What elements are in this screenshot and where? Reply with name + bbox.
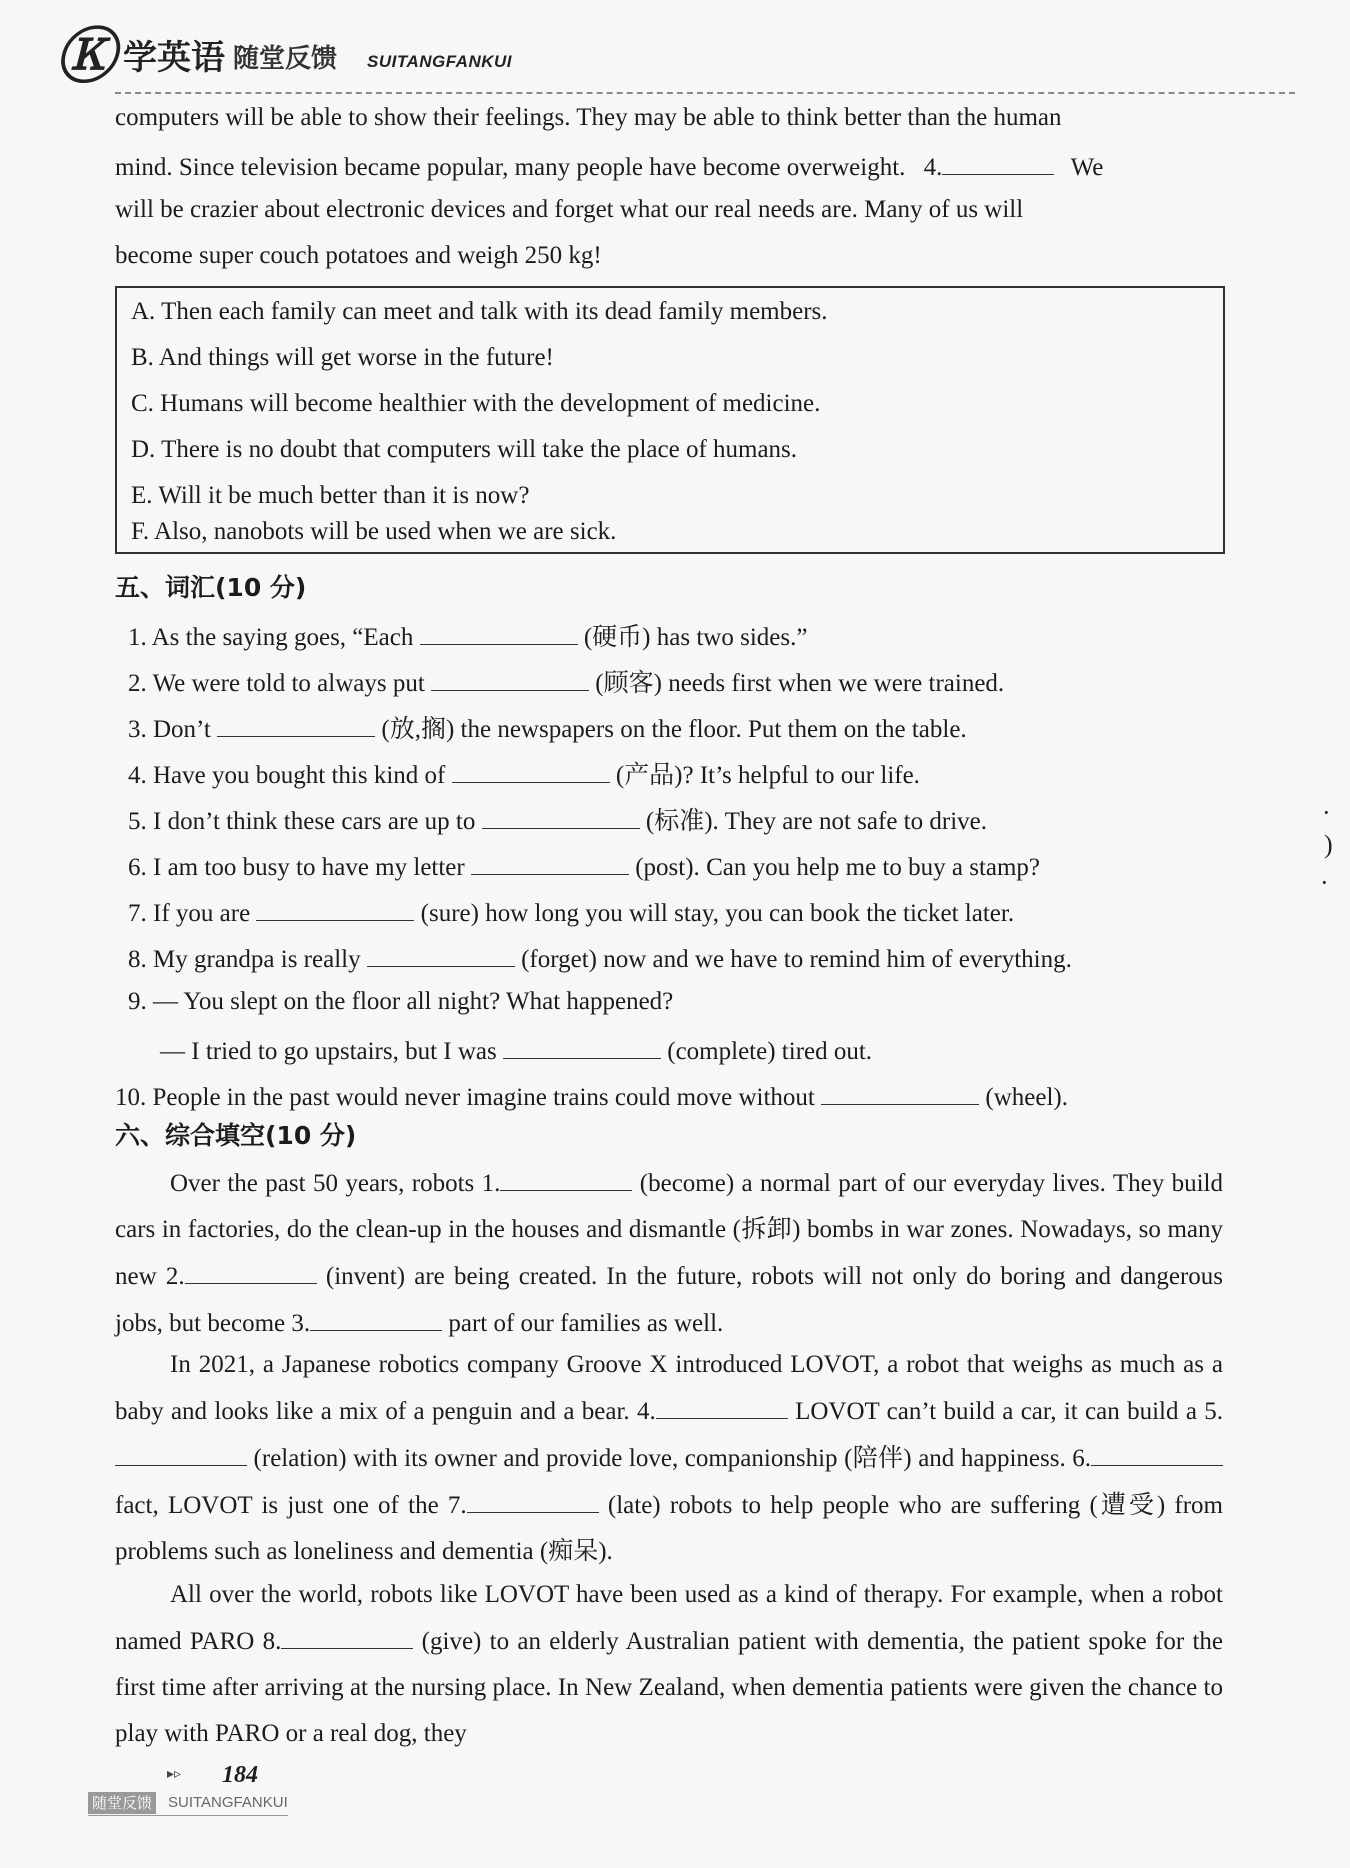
item-hint: (wheel).: [985, 1084, 1068, 1111]
passage-line-4: become super couch potatoes and weigh 250 kg!: [115, 242, 602, 269]
cloze-paragraph-1: [115, 1160, 1223, 1347]
item-number: 2.: [128, 670, 147, 697]
vocab-item-1: [128, 614, 807, 658]
vocab-item-9-question: [128, 982, 673, 1022]
answer-blank[interactable]: [471, 844, 629, 875]
item-number: 4.: [128, 762, 147, 789]
item-text: If you are: [153, 900, 251, 927]
item-text: — You slept on the floor all night? What happened?: [153, 988, 674, 1015]
vocab-item-6: [128, 844, 1040, 888]
cloze-text: (become) a normal part of our everyday lives. They build cars in factories, do the clean-up in the houses and dismantle (拆卸) bombs in war zones. Nowadays, so many new: [115, 1170, 1223, 1290]
item-hint: (sure): [420, 900, 479, 927]
item-text: My grandpa is really: [153, 946, 361, 973]
cloze-text: LOVOT can’t build a car, it can build a: [787, 1398, 1205, 1425]
cloze-blank-number: 3.: [291, 1310, 311, 1337]
cloze-text: fact, LOVOT is just one of the: [115, 1492, 448, 1519]
cloze-text: In 2021, a Japanese robotics company Groove X introduced LOVOT, a robot that weighs as much as a baby and looks like a mix of a penguin and a bear.: [115, 1351, 1223, 1425]
item-text-after: It’s helpful to our life.: [699, 762, 920, 789]
vocab-item-5: [128, 798, 987, 842]
item-text-after: how long you will stay, you can book the ticket later.: [485, 900, 1015, 927]
cloze-answer-blank[interactable]: [1091, 1435, 1223, 1466]
item-text: Don’t: [153, 716, 211, 743]
item-hint: (post).: [635, 854, 700, 881]
option-a: A. Then each family can meet and talk with its dead family members.: [131, 298, 828, 325]
passage-line-1: computers will be able to show their feelings. They may be able to think better than the human: [115, 104, 1062, 131]
item-number: 1.: [128, 624, 147, 651]
item-text: We were told to always put: [152, 670, 425, 697]
book-subtitle-cn: 随堂反馈: [233, 44, 338, 74]
page-number: 184: [222, 1762, 258, 1788]
item-text-after: now and we have to remind him of everything.: [603, 946, 1072, 973]
item-number: 7.: [128, 900, 147, 927]
section-6-title: 六、综合填空(10 分): [115, 1121, 357, 1150]
footer-tag-en: SUITANGFANKUI: [168, 1794, 288, 1811]
option-b: B. And things will get worse in the future!: [131, 344, 554, 371]
item-text-after: tired out.: [781, 1038, 873, 1065]
item-text-after: They are not safe to drive.: [724, 808, 987, 835]
answer-blank[interactable]: [821, 1074, 979, 1105]
item-text: — I tried to go upstairs, but I was: [160, 1038, 497, 1065]
item-hint: (标准).: [645, 808, 719, 835]
cloze-paragraph-3: [115, 1572, 1223, 1757]
item-number: 8.: [128, 946, 147, 973]
item-text: As the saying goes, “Each: [151, 624, 414, 651]
item-number: 3.: [128, 716, 147, 743]
answer-blank[interactable]: [452, 752, 610, 783]
vocab-item-10: [115, 1074, 1068, 1118]
answer-blank[interactable]: [217, 706, 375, 737]
passage-line-2-text: mind. Since television became popular, many people have become overweight.: [115, 154, 906, 181]
vocab-item-4: [128, 752, 920, 796]
option-c: C. Humans will become healthier with the development of medicine.: [131, 390, 821, 417]
answer-blank[interactable]: [256, 890, 414, 921]
answer-blank[interactable]: [367, 936, 515, 967]
option-d: D. There is no doubt that computers will take the place of humans.: [131, 436, 798, 463]
section-5-title: 五、词汇(10 分): [115, 573, 307, 602]
cloze-text: Over the past 50 years, robots: [170, 1170, 482, 1197]
cloze-text: All over the world, robots like LOVOT have been used as a kind of therapy. For example, when a robot named PARO: [115, 1581, 1223, 1655]
item-number: 5.: [128, 808, 147, 835]
blank-4-number: 4.: [923, 154, 943, 181]
item-hint: (产品)?: [615, 762, 694, 789]
cloze-text: (late) robots to help people who are suffering (遭受) from problems such as loneliness and dementia (痴呆).: [115, 1492, 1223, 1565]
item-number: 9.: [128, 988, 147, 1015]
cloze-blank-number: 5.: [1204, 1398, 1224, 1425]
cloze-answer-blank[interactable]: [467, 1482, 599, 1513]
item-hint: (硬币): [583, 624, 651, 651]
cloze-answer-blank[interactable]: [115, 1435, 247, 1466]
cloze-answer-blank[interactable]: [500, 1160, 632, 1191]
item-text-after: the newspapers on the floor. Put them on the table.: [460, 716, 967, 743]
vocab-item-9-answer: [160, 1028, 872, 1072]
vocab-item-8: [128, 936, 1072, 980]
cloze-blank-number: 7.: [447, 1492, 467, 1519]
cloze-answer-blank[interactable]: [281, 1618, 413, 1649]
item-text-after: has two sides.”: [656, 624, 808, 651]
cloze-text: (invent) are being created. In the future, robots will not only do boring and dangerous jobs, but become: [115, 1263, 1223, 1337]
answer-blank[interactable]: [503, 1028, 661, 1059]
option-f: F. Also, nanobots will be used when we are sick.: [131, 518, 617, 545]
footer-divider: [88, 1815, 288, 1816]
option-e: E. Will it be much better than it is now?: [131, 482, 530, 509]
vocab-item-2: [128, 660, 1004, 704]
page-header: [55, 22, 1295, 94]
margin-mark: ·: [1320, 868, 1329, 897]
header-divider: [115, 92, 1295, 94]
item-text-after: Can you help me to buy a stamp?: [706, 854, 1041, 881]
cloze-blank-number: 1.: [481, 1170, 501, 1197]
cloze-answer-blank[interactable]: [656, 1388, 788, 1419]
cloze-blank-number: 8.: [262, 1628, 282, 1655]
answer-blank[interactable]: [431, 660, 589, 691]
vocab-item-7: [128, 890, 1014, 934]
cloze-paragraph-2: [115, 1342, 1223, 1575]
cloze-text: (relation) with its owner and provide love, companionship (陪伴) and happiness.: [247, 1445, 1073, 1472]
cloze-blank-number: 4.: [637, 1398, 656, 1425]
book-subtitle-en: SUITANGFANKUI: [367, 52, 513, 71]
item-text: People in the past would never imagine trains could move without: [152, 1084, 815, 1111]
item-hint: (complete): [667, 1038, 776, 1065]
footer-arrow-icon: ▸▹: [167, 1767, 182, 1782]
item-number: 10.: [115, 1084, 147, 1111]
cloze-answer-blank[interactable]: [185, 1253, 317, 1284]
item-text: Have you bought this kind of: [153, 762, 446, 789]
vocab-item-3: [128, 706, 967, 750]
cloze-answer-blank[interactable]: [310, 1300, 442, 1331]
cloze-text: part of our families as well.: [442, 1310, 724, 1337]
item-hint: (forget): [521, 946, 597, 973]
book-title: 学英语: [123, 38, 225, 78]
cloze-blank-number: 6.: [1072, 1445, 1091, 1472]
answer-blank[interactable]: [420, 614, 578, 645]
item-text: I am too busy to have my letter: [153, 854, 465, 881]
item-number: 6.: [128, 854, 147, 881]
brand-logo-icon: Ⓚ: [55, 22, 115, 92]
passage-line-3: will be crazier about electronic devices and forget what our real needs are. Many of us will: [115, 196, 1024, 223]
cloze-blank-number: 2.: [165, 1263, 185, 1290]
answer-blank-4[interactable]: [942, 144, 1054, 175]
item-text-after: needs first when we were trained.: [668, 670, 1005, 697]
passage-line-2-tail: We: [1070, 154, 1104, 181]
cloze-text: (give) to an elderly Australian patient with dementia, the patient spoke for the first time after arriving at the nursing place. In New Zealand, when dementia patients were given the chance to play with PARO or a real dog, they: [115, 1628, 1224, 1747]
margin-mark: ): [1324, 830, 1333, 859]
item-hint: (放,搁): [381, 716, 455, 743]
footer-tag-cn: 随堂反馈: [88, 1792, 156, 1814]
options-box: [115, 286, 1225, 554]
passage-line-2: [115, 144, 1223, 188]
margin-mark: ·: [1322, 798, 1331, 827]
item-hint: (顾客): [595, 670, 662, 697]
item-text: I don’t think these cars are up to: [153, 808, 476, 835]
answer-blank[interactable]: [482, 798, 640, 829]
